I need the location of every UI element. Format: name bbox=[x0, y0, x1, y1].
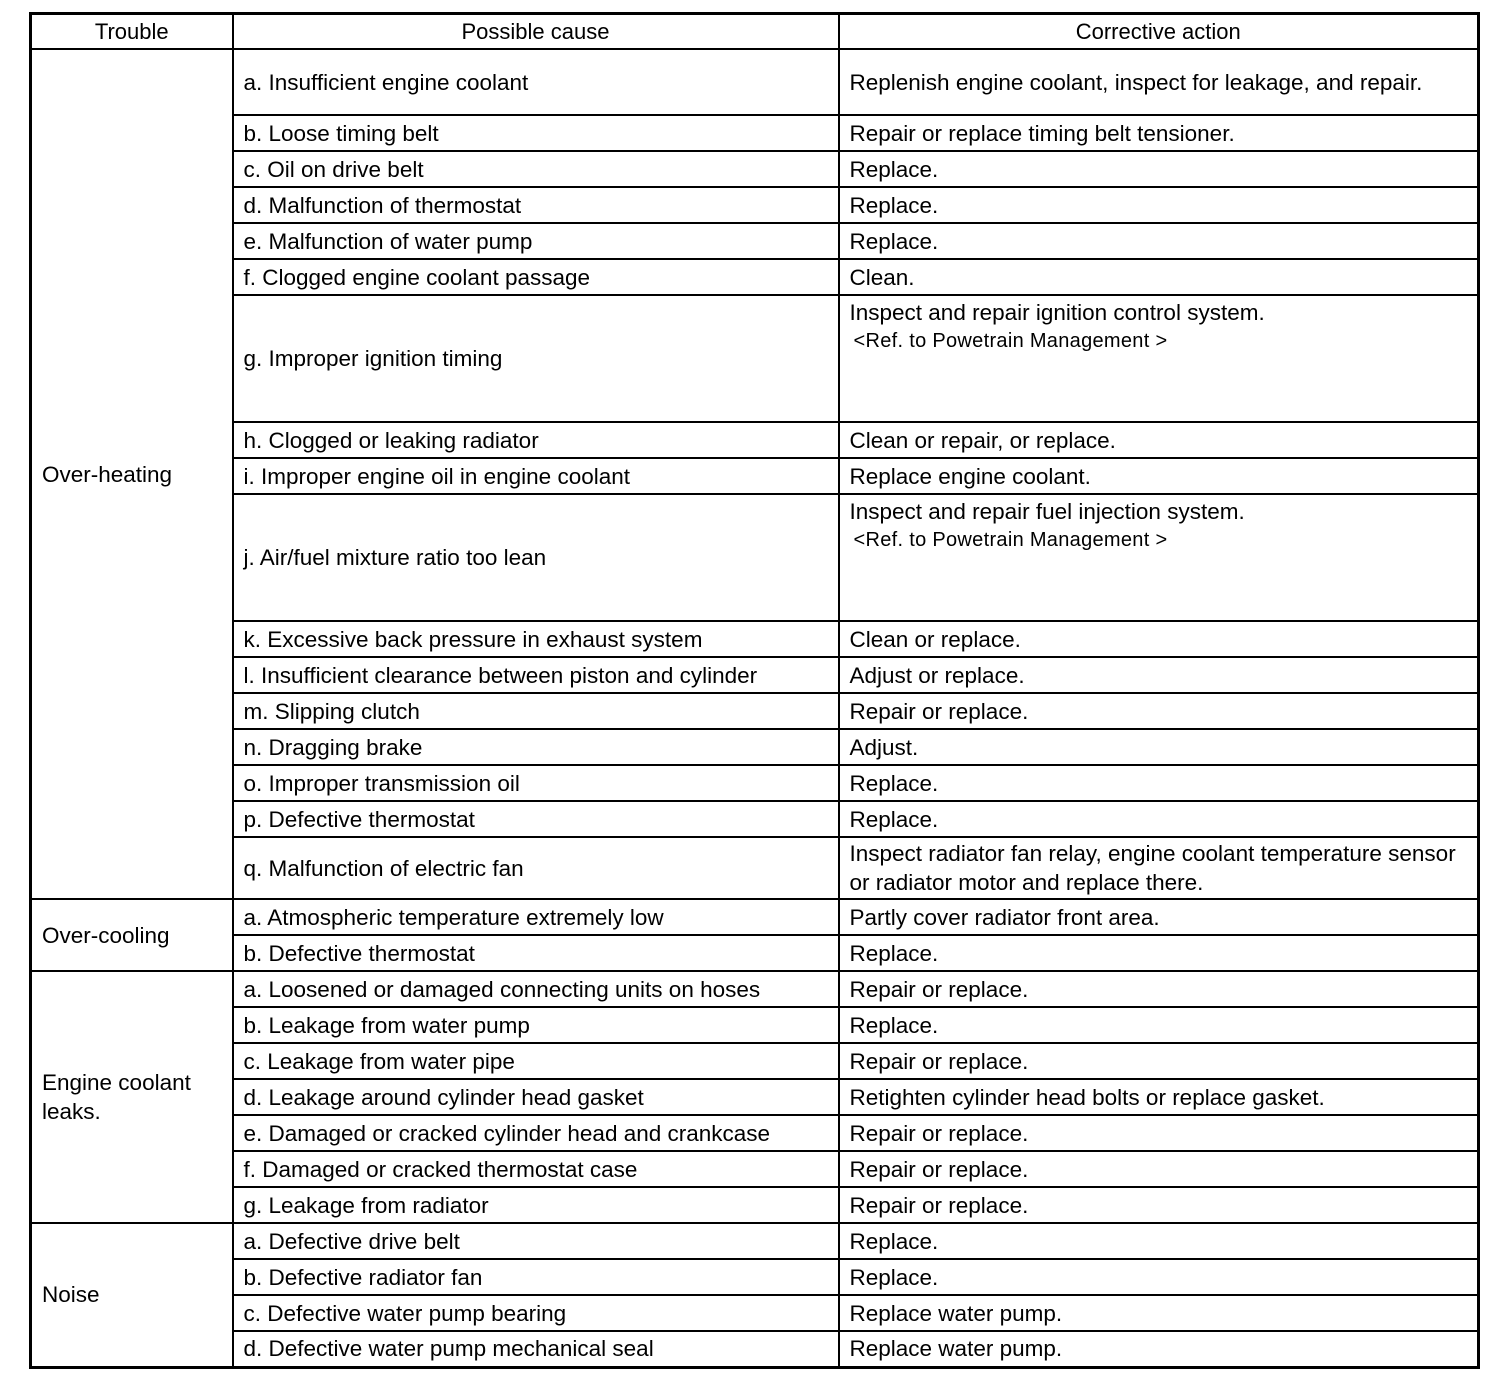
possible-cause-cell: n. Dragging brake bbox=[233, 729, 839, 765]
table-body bbox=[31, 49, 1479, 1367]
possible-cause-cell: c. Oil on drive belt bbox=[233, 151, 839, 187]
possible-cause-cell: b. Defective radiator fan bbox=[233, 1259, 839, 1295]
table-row bbox=[31, 1007, 1479, 1043]
reference-link-text: <Ref. to Powetrain Management > bbox=[853, 529, 1168, 551]
possible-cause-cell: g. Leakage from radiator bbox=[233, 1187, 839, 1223]
table-row bbox=[31, 151, 1479, 187]
table-row bbox=[31, 1259, 1479, 1295]
trouble-cell: Engine coolant leaks. bbox=[31, 971, 233, 1223]
corrective-action-cell: Replace. bbox=[839, 1259, 1479, 1295]
corrective-action-cell: Repair or replace. bbox=[839, 1187, 1479, 1223]
possible-cause-cell: b. Loose timing belt bbox=[233, 115, 839, 151]
corrective-action-text: Inspect and repair fuel injection system. bbox=[849, 499, 1245, 524]
table-row bbox=[31, 1151, 1479, 1187]
corrective-action-cell: Repair or replace. bbox=[839, 1115, 1479, 1151]
table-row bbox=[31, 729, 1479, 765]
possible-cause-cell: a. Insufficient engine coolant bbox=[233, 49, 839, 115]
table-row bbox=[31, 1079, 1479, 1115]
corrective-action-cell: Replace engine coolant. bbox=[839, 458, 1479, 494]
table-row bbox=[31, 935, 1479, 971]
table-row bbox=[31, 971, 1479, 1007]
corrective-action-text: Inspect and repair ignition control system. bbox=[849, 300, 1265, 325]
corrective-action-cell: Adjust or replace. bbox=[839, 657, 1479, 693]
table-row bbox=[31, 1295, 1479, 1331]
table-row bbox=[31, 657, 1479, 693]
corrective-action-cell bbox=[839, 494, 1479, 621]
corrective-action-cell: Replace. bbox=[839, 935, 1479, 971]
table-row bbox=[31, 49, 1479, 115]
table-row bbox=[31, 458, 1479, 494]
possible-cause-cell: k. Excessive back pressure in exhaust system bbox=[233, 621, 839, 657]
header-corrective-action: Corrective action bbox=[839, 14, 1479, 50]
reference-link-text: <Ref. to Powetrain Management > bbox=[853, 330, 1168, 352]
corrective-action-cell: Clean. bbox=[839, 259, 1479, 295]
trouble-cell: Over-cooling bbox=[31, 899, 233, 971]
possible-cause-cell: a. Defective drive belt bbox=[233, 1223, 839, 1259]
possible-cause-cell: f. Clogged engine coolant passage bbox=[233, 259, 839, 295]
corrective-action-cell: Replace. bbox=[839, 1223, 1479, 1259]
corrective-action-cell: Clean or replace. bbox=[839, 621, 1479, 657]
header-row bbox=[31, 14, 1479, 50]
table-row bbox=[31, 621, 1479, 657]
table-row bbox=[31, 693, 1479, 729]
possible-cause-cell: l. Insufficient clearance between piston and cylinder bbox=[233, 657, 839, 693]
possible-cause-cell: e. Malfunction of water pump bbox=[233, 223, 839, 259]
possible-cause-cell: o. Improper transmission oil bbox=[233, 765, 839, 801]
corrective-action-cell: Adjust. bbox=[839, 729, 1479, 765]
possible-cause-cell: h. Clogged or leaking radiator bbox=[233, 422, 839, 458]
corrective-action-cell: Replace. bbox=[839, 223, 1479, 259]
corrective-action-cell: Repair or replace. bbox=[839, 1151, 1479, 1187]
corrective-action-cell: Partly cover radiator front area. bbox=[839, 899, 1479, 935]
table-row bbox=[31, 1331, 1479, 1367]
possible-cause-cell: d. Malfunction of thermostat bbox=[233, 187, 839, 223]
table-row bbox=[31, 1115, 1479, 1151]
header-trouble: Trouble bbox=[31, 14, 233, 50]
troubleshooting-table bbox=[29, 12, 1480, 1369]
trouble-cell: Noise bbox=[31, 1223, 233, 1367]
corrective-action-cell: Inspect radiator fan relay, engine coolant temperature sensor or radiator motor and replace there. bbox=[839, 837, 1479, 899]
corrective-action-cell: Replace. bbox=[839, 151, 1479, 187]
possible-cause-cell: m. Slipping clutch bbox=[233, 693, 839, 729]
possible-cause-cell: b. Leakage from water pump bbox=[233, 1007, 839, 1043]
corrective-action-cell: Replace. bbox=[839, 765, 1479, 801]
table-row bbox=[31, 837, 1479, 899]
table-row bbox=[31, 1187, 1479, 1223]
trouble-cell: Over-heating bbox=[31, 49, 233, 899]
corrective-action-cell: Replace water pump. bbox=[839, 1295, 1479, 1331]
possible-cause-cell: i. Improper engine oil in engine coolant bbox=[233, 458, 839, 494]
possible-cause-cell: j. Air/fuel mixture ratio too lean bbox=[233, 494, 839, 621]
table-row bbox=[31, 422, 1479, 458]
table-row bbox=[31, 115, 1479, 151]
corrective-action-cell: Clean or repair, or replace. bbox=[839, 422, 1479, 458]
corrective-action-cell: Replace. bbox=[839, 1007, 1479, 1043]
possible-cause-cell: c. Leakage from water pipe bbox=[233, 1043, 839, 1079]
corrective-action-cell: Replace. bbox=[839, 187, 1479, 223]
table-row bbox=[31, 1223, 1479, 1259]
possible-cause-cell: a. Atmospheric temperature extremely low bbox=[233, 899, 839, 935]
corrective-action-cell: Repair or replace. bbox=[839, 971, 1479, 1007]
possible-cause-cell: q. Malfunction of electric fan bbox=[233, 837, 839, 899]
corrective-action-cell: Replenish engine coolant, inspect for leakage, and repair. bbox=[839, 49, 1479, 115]
possible-cause-cell: g. Improper ignition timing bbox=[233, 295, 839, 422]
possible-cause-cell: c. Defective water pump bearing bbox=[233, 1295, 839, 1331]
table-row bbox=[31, 223, 1479, 259]
possible-cause-cell: a. Loosened or damaged connecting units on hoses bbox=[233, 971, 839, 1007]
table-row bbox=[31, 295, 1479, 422]
corrective-action-cell: Repair or replace timing belt tensioner. bbox=[839, 115, 1479, 151]
corrective-action-cell: Retighten cylinder head bolts or replace gasket. bbox=[839, 1079, 1479, 1115]
possible-cause-cell: b. Defective thermostat bbox=[233, 935, 839, 971]
corrective-action-cell bbox=[839, 295, 1479, 422]
possible-cause-cell: d. Defective water pump mechanical seal bbox=[233, 1331, 839, 1367]
possible-cause-cell: f. Damaged or cracked thermostat case bbox=[233, 1151, 839, 1187]
corrective-action-cell: Repair or replace. bbox=[839, 693, 1479, 729]
table-row bbox=[31, 1043, 1479, 1079]
table-row bbox=[31, 801, 1479, 837]
table-row bbox=[31, 899, 1479, 935]
table-row bbox=[31, 765, 1479, 801]
possible-cause-cell: e. Damaged or cracked cylinder head and crankcase bbox=[233, 1115, 839, 1151]
table-row bbox=[31, 259, 1479, 295]
table-row bbox=[31, 494, 1479, 621]
corrective-action-cell: Repair or replace. bbox=[839, 1043, 1479, 1079]
possible-cause-cell: p. Defective thermostat bbox=[233, 801, 839, 837]
header-possible-cause: Possible cause bbox=[233, 14, 839, 50]
table-row bbox=[31, 187, 1479, 223]
possible-cause-cell: d. Leakage around cylinder head gasket bbox=[233, 1079, 839, 1115]
corrective-action-cell: Replace water pump. bbox=[839, 1331, 1479, 1367]
corrective-action-cell: Replace. bbox=[839, 801, 1479, 837]
